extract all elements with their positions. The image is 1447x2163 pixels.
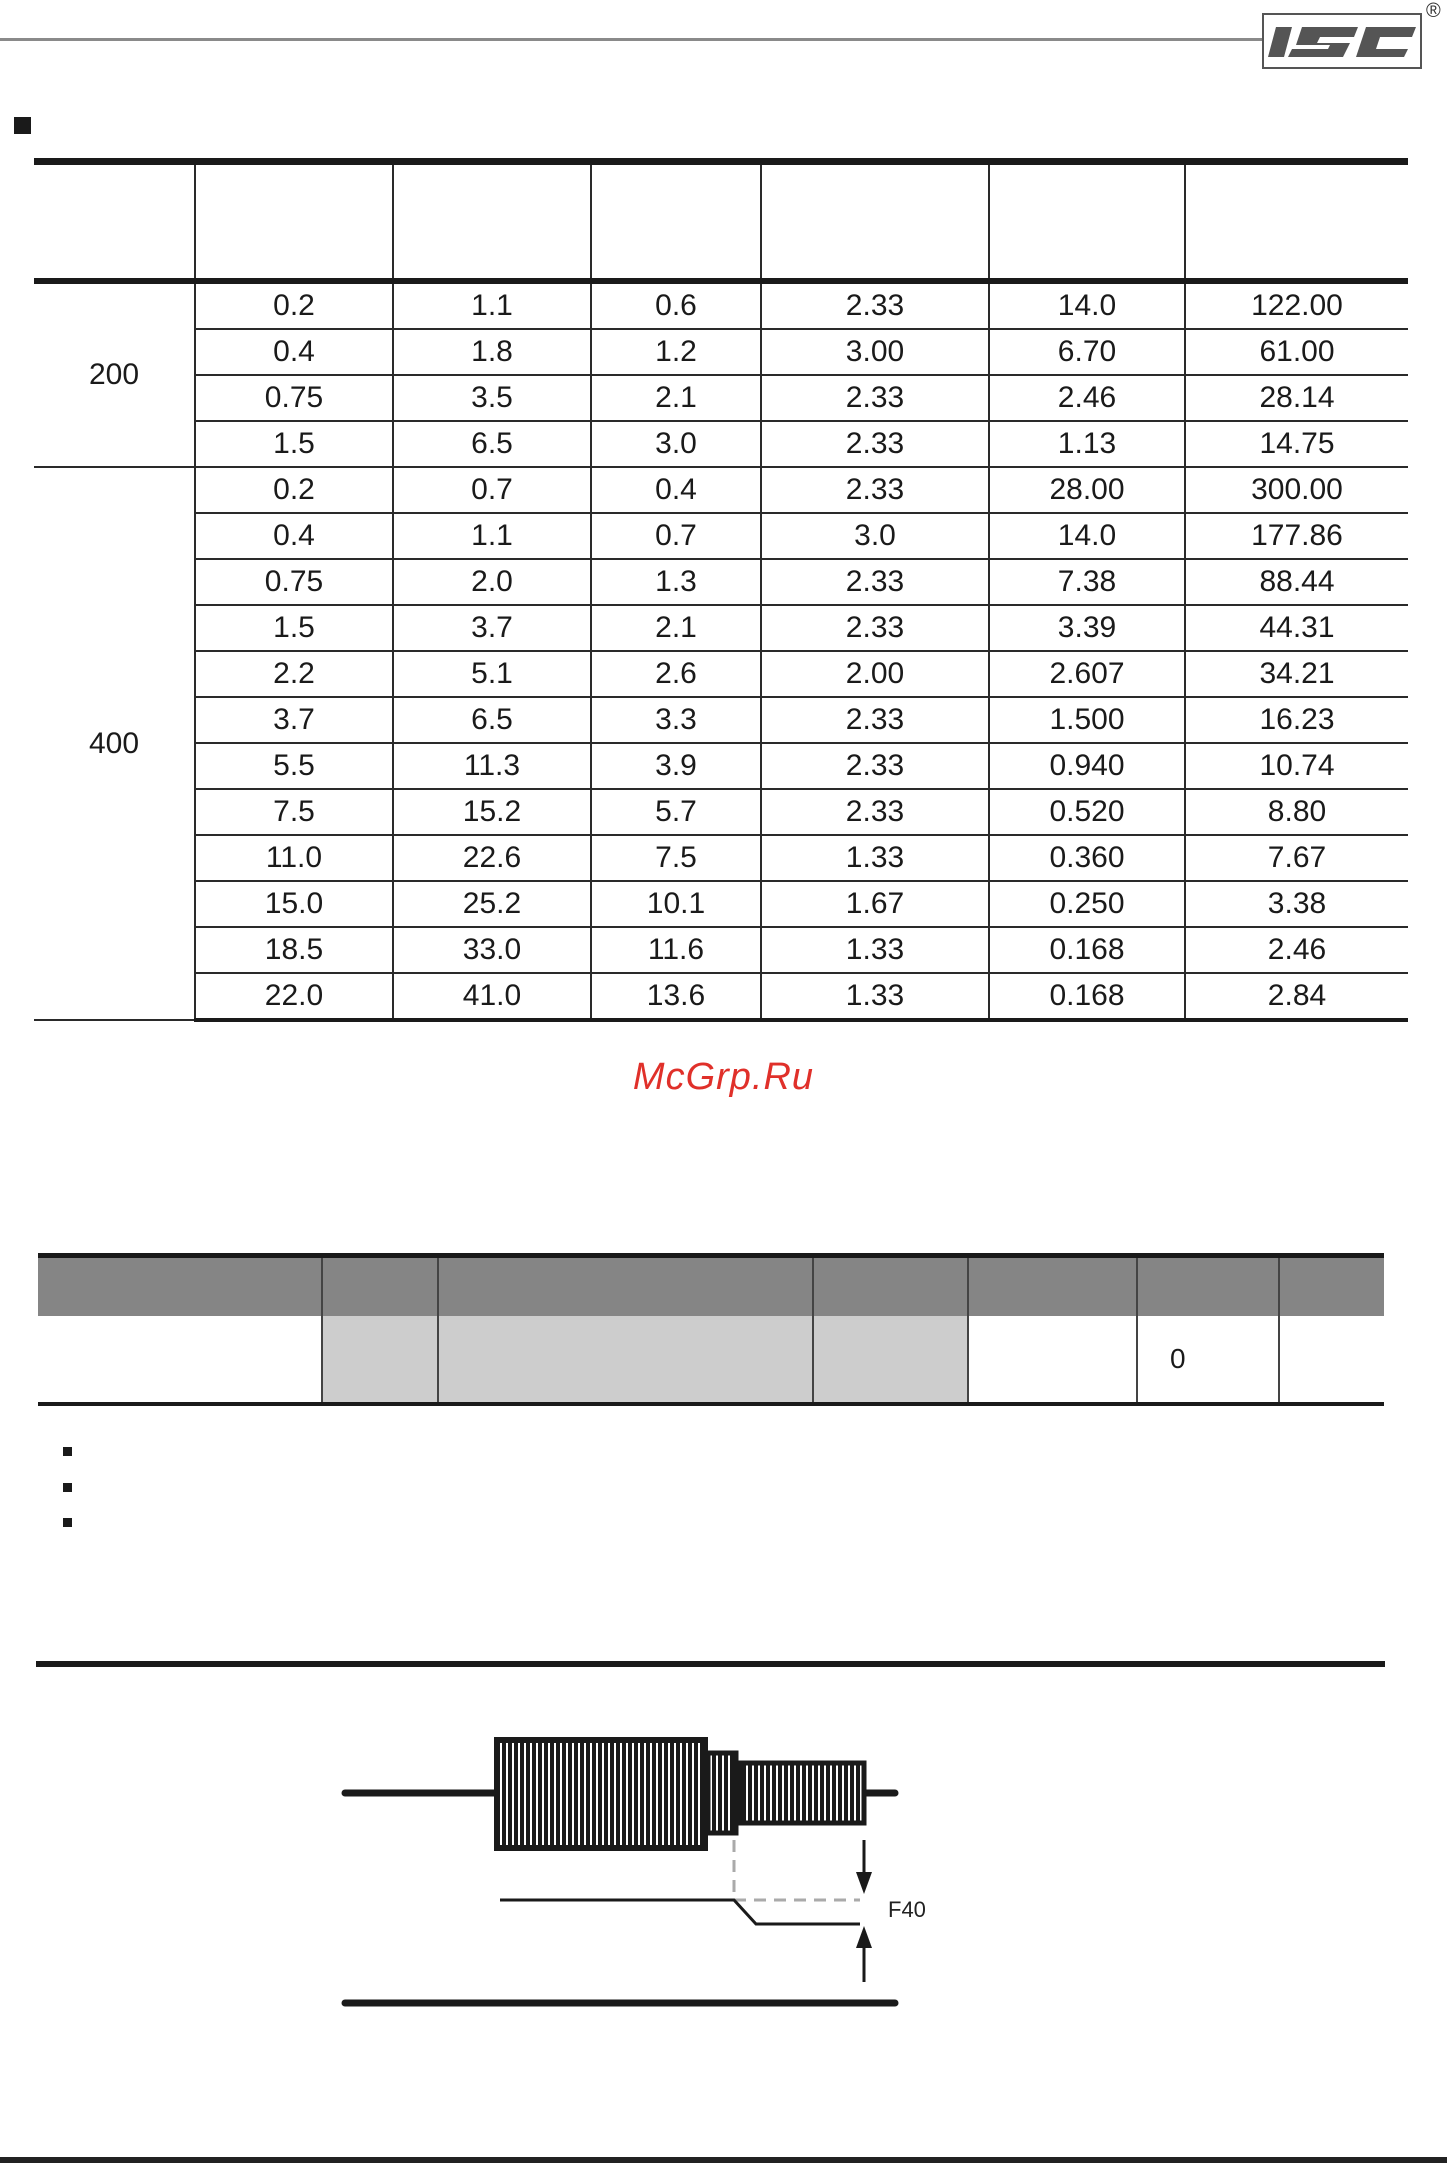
table-cell: 0.4	[195, 329, 393, 375]
parameter-cell	[322, 1316, 438, 1404]
table-cell: 3.5	[393, 375, 591, 421]
table-cell: 1.1	[393, 513, 591, 559]
section-bullet	[14, 117, 31, 134]
parameter-header-cell	[1137, 1256, 1279, 1317]
table-cell: 41.0	[393, 973, 591, 1020]
note-bullet	[63, 1518, 72, 1527]
table-cell: 3.39	[989, 605, 1185, 651]
header-cell	[989, 162, 1185, 282]
header-cell	[195, 162, 393, 282]
table-cell: 0.250	[989, 881, 1185, 927]
table-cell: 1.3	[591, 559, 761, 605]
table-cell: 2.33	[761, 697, 989, 743]
table-cell: 7.38	[989, 559, 1185, 605]
small-coil	[740, 1763, 864, 1823]
table-row	[34, 927, 1408, 973]
table-row	[34, 421, 1408, 467]
table-row	[34, 835, 1408, 881]
parameter-header-cell	[968, 1256, 1137, 1317]
table-cell: 1.8	[393, 329, 591, 375]
header-cell	[1185, 162, 1408, 282]
table-cell: 2.33	[761, 281, 989, 329]
table-row	[34, 697, 1408, 743]
table-cell: 3.7	[195, 697, 393, 743]
table-cell: 5.7	[591, 789, 761, 835]
table-cell: 0.360	[989, 835, 1185, 881]
table-cell: 1.67	[761, 881, 989, 927]
table-cell: 1.5	[195, 605, 393, 651]
table-cell: 2.33	[761, 375, 989, 421]
voltage-cell: 400	[34, 467, 195, 1020]
table-cell: 18.5	[195, 927, 393, 973]
diagram-label: F40	[888, 1897, 926, 1922]
table-cell: 44.31	[1185, 605, 1408, 651]
arrow-up-icon	[856, 1926, 872, 1948]
parameter-header-cell	[438, 1256, 813, 1317]
table-cell: 2.33	[761, 743, 989, 789]
table-cell: 7.5	[591, 835, 761, 881]
parameter-header-cell	[1279, 1256, 1384, 1317]
footer-rule	[0, 2157, 1447, 2163]
table-cell: 1.5	[195, 421, 393, 467]
table-cell: 2.33	[761, 789, 989, 835]
parameter-row	[38, 1316, 1384, 1404]
table-cell: 2.46	[989, 375, 1185, 421]
table-cell: 1.33	[761, 835, 989, 881]
table-cell: 0.75	[195, 559, 393, 605]
table-header-row	[34, 162, 1408, 282]
table-cell: 2.33	[761, 605, 989, 651]
table-cell: 5.1	[393, 651, 591, 697]
table-cell: 2.84	[1185, 973, 1408, 1020]
table-cell: 88.44	[1185, 559, 1408, 605]
table-row	[34, 743, 1408, 789]
header-cell	[761, 162, 989, 282]
parameter-cell	[438, 1316, 813, 1404]
table-cell: 2.33	[761, 559, 989, 605]
header-cell	[393, 162, 591, 282]
table-cell: 0.2	[195, 467, 393, 513]
diagram	[330, 1720, 1030, 2020]
table-row	[34, 375, 1408, 421]
table-cell: 0.168	[989, 927, 1185, 973]
table-row	[34, 513, 1408, 559]
table-cell: 1.1	[393, 281, 591, 329]
table-row	[34, 281, 1408, 329]
table-cell: 6.5	[393, 421, 591, 467]
table-cell: 2.46	[1185, 927, 1408, 973]
table-cell: 11.3	[393, 743, 591, 789]
table-cell: 0.168	[989, 973, 1185, 1020]
table-cell: 0.7	[393, 467, 591, 513]
table-row	[34, 789, 1408, 835]
table-cell: 2.2	[195, 651, 393, 697]
section-rule	[36, 1661, 1385, 1667]
table-cell: 2.33	[761, 467, 989, 513]
note-bullet	[63, 1447, 72, 1456]
table-cell: 2.1	[591, 605, 761, 651]
parameter-value: 0	[1137, 1316, 1279, 1404]
table-cell: 122.00	[1185, 281, 1408, 329]
header-cell	[34, 162, 195, 282]
table-row	[34, 973, 1408, 1020]
registered-mark: ®	[1426, 0, 1441, 22]
table-cell: 15.2	[393, 789, 591, 835]
table-cell: 15.0	[195, 881, 393, 927]
parameter-cell	[38, 1316, 322, 1404]
table-cell: 0.7	[591, 513, 761, 559]
company-logo	[1262, 13, 1422, 69]
table-cell: 14.0	[989, 281, 1185, 329]
table-cell: 2.1	[591, 375, 761, 421]
table-cell: 11.6	[591, 927, 761, 973]
parameter-cell	[813, 1316, 968, 1404]
coil-step	[708, 1753, 736, 1833]
profile-line	[500, 1900, 860, 1924]
table-cell: 10.74	[1185, 743, 1408, 789]
parameter-header-cell	[38, 1256, 322, 1317]
table-cell: 3.00	[761, 329, 989, 375]
main-table	[34, 158, 1408, 1022]
table-cell: 2.6	[591, 651, 761, 697]
voltage-cell: 200	[34, 281, 195, 467]
table-cell: 2.33	[761, 421, 989, 467]
table-cell: 13.6	[591, 973, 761, 1020]
table-cell: 10.1	[591, 881, 761, 927]
header-cell	[591, 162, 761, 282]
table-cell: 7.5	[195, 789, 393, 835]
table-cell: 14.0	[989, 513, 1185, 559]
table-cell: 0.6	[591, 281, 761, 329]
table-cell: 1.13	[989, 421, 1185, 467]
header-rule	[0, 38, 1262, 41]
table-cell: 3.7	[393, 605, 591, 651]
table-row	[34, 605, 1408, 651]
table-cell: 2.607	[989, 651, 1185, 697]
table-row	[34, 881, 1408, 927]
table-cell: 1.500	[989, 697, 1185, 743]
parameter-header-cell	[813, 1256, 968, 1317]
table-cell: 6.70	[989, 329, 1185, 375]
table-cell: 1.2	[591, 329, 761, 375]
table-row	[34, 651, 1408, 697]
table-cell: 2.00	[761, 651, 989, 697]
table-cell: 0.940	[989, 743, 1185, 789]
table-cell: 34.21	[1185, 651, 1408, 697]
note-bullet	[63, 1483, 72, 1492]
table-cell: 3.0	[761, 513, 989, 559]
table-cell: 0.520	[989, 789, 1185, 835]
table-cell: 0.4	[591, 467, 761, 513]
table-cell: 7.67	[1185, 835, 1408, 881]
table-cell: 3.9	[591, 743, 761, 789]
table-cell: 28.14	[1185, 375, 1408, 421]
table-cell: 177.86	[1185, 513, 1408, 559]
table-cell: 5.5	[195, 743, 393, 789]
table-cell: 25.2	[393, 881, 591, 927]
table-cell: 1.33	[761, 973, 989, 1020]
table-cell: 33.0	[393, 927, 591, 973]
table-cell: 28.00	[989, 467, 1185, 513]
table-cell: 22.6	[393, 835, 591, 881]
table-cell: 1.33	[761, 927, 989, 973]
table-cell: 11.0	[195, 835, 393, 881]
table-cell: 300.00	[1185, 467, 1408, 513]
large-coil	[497, 1740, 705, 1848]
table-cell: 22.0	[195, 973, 393, 1020]
parameter-cell	[1279, 1316, 1384, 1404]
table-cell: 0.2	[195, 281, 393, 329]
parameter-table	[38, 1253, 1384, 1406]
table-cell: 3.0	[591, 421, 761, 467]
table-cell: 2.0	[393, 559, 591, 605]
parameter-cell	[968, 1316, 1137, 1404]
table-cell: 0.75	[195, 375, 393, 421]
table-cell: 14.75	[1185, 421, 1408, 467]
table-row	[34, 329, 1408, 375]
parameter-header-cell	[322, 1256, 438, 1317]
table-cell: 6.5	[393, 697, 591, 743]
table-row	[34, 467, 1408, 513]
table-cell: 16.23	[1185, 697, 1408, 743]
parameter-header-row	[38, 1256, 1384, 1317]
table-cell: 8.80	[1185, 789, 1408, 835]
table-cell: 3.38	[1185, 881, 1408, 927]
table-cell: 3.3	[591, 697, 761, 743]
table-cell: 0.4	[195, 513, 393, 559]
table-cell: 61.00	[1185, 329, 1408, 375]
watermark: McGrp.Ru	[632, 1056, 815, 1098]
table-row	[34, 559, 1408, 605]
arrow-down-icon	[856, 1872, 872, 1894]
